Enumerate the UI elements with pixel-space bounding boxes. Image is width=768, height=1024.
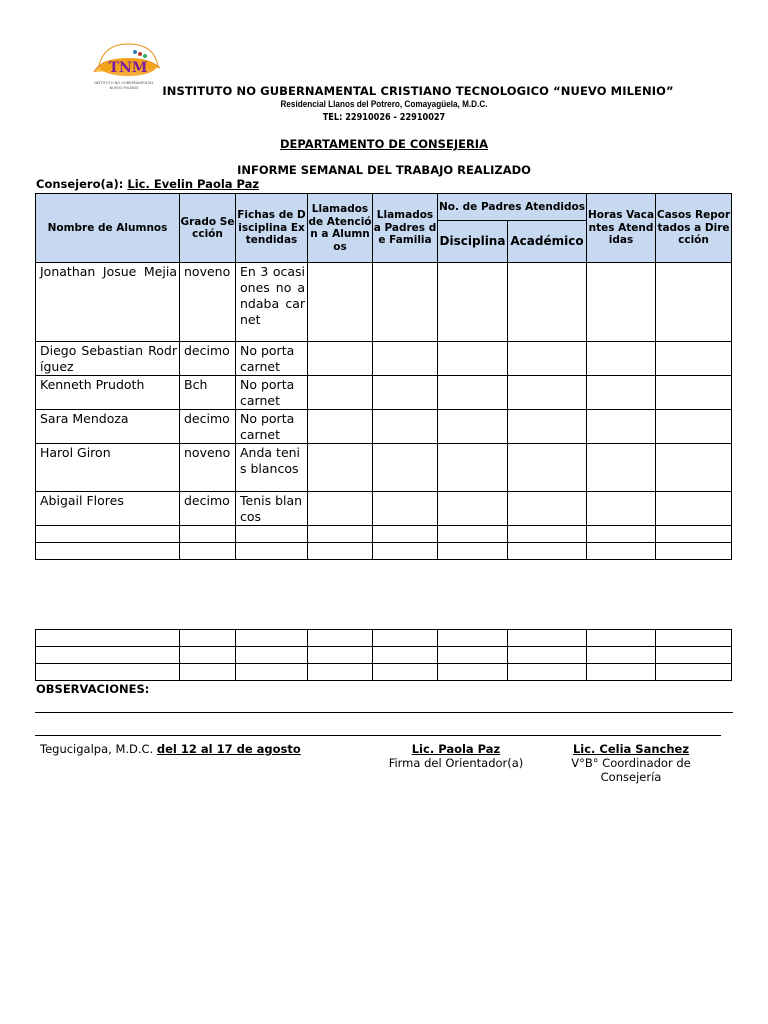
header-casos: Casos Reportados a Dirección <box>656 194 732 263</box>
header-academico: Académico <box>508 221 587 263</box>
table-row <box>36 410 732 444</box>
signer1-name: Lic. Paola Paz <box>411 742 501 756</box>
signer2-name: Lic. Celia Sanchez <box>572 742 690 756</box>
cell-grado: noveno <box>180 444 236 492</box>
counselor-name: Lic. Evelin Paola Paz <box>127 177 260 191</box>
cell-nombre: Sara Mendoza <box>36 410 180 444</box>
signature-orientador <box>378 742 534 770</box>
table-row <box>36 376 732 410</box>
institution-phone: TEL: 22910026 - 22910027 <box>322 112 446 123</box>
signer2-role-cont: Consejería <box>600 770 662 784</box>
svg-text:INSTITUTO NO GUBERNAMENTAL: INSTITUTO NO GUBERNAMENTAL <box>94 81 154 85</box>
header-horas: Horas Vacantes Atendidas <box>587 194 656 263</box>
signature-coordinador <box>560 742 702 784</box>
location-date <box>40 742 301 756</box>
table-row-empty <box>36 526 732 543</box>
table-row-empty <box>36 543 732 560</box>
table-row-empty <box>36 647 732 664</box>
header-fichas: Fichas de Disciplina Extendidas <box>236 194 308 263</box>
header-padres-atendidos: No. de Padres Atendidos <box>438 194 587 221</box>
svg-text:NUEVO MILENIO: NUEVO MILENIO <box>109 86 139 90</box>
counselor-label: Consejero(a): <box>36 177 124 191</box>
table-row-empty <box>36 630 732 647</box>
report-table <box>35 193 732 560</box>
cell-nombre: Diego Sebastian Rodríguez <box>36 342 180 376</box>
observations-label: OBSERVACIONES: <box>36 682 150 696</box>
cell-fichas: En 3 ocasiones no andaba carnet <box>236 263 308 342</box>
cell-fichas: No porta carnet <box>236 342 308 376</box>
header-nombre: Nombre de Alumnos <box>36 194 180 263</box>
table-row <box>36 492 732 526</box>
cell-grado: noveno <box>180 263 236 342</box>
cell-fichas: Anda tenis blancos <box>236 444 308 492</box>
cell-nombre: Abigail Flores <box>36 492 180 526</box>
location: Tegucigalpa, M.D.C. <box>40 742 154 756</box>
cell-nombre: Jonathan Josue Mejia <box>36 263 180 342</box>
cell-grado: decimo <box>180 410 236 444</box>
institution-name: INSTITUTO NO GUBERNAMENTAL CRISTIANO TECNOLOGICO “NUEVO MILENIO” <box>162 84 674 98</box>
cell-grado: decimo <box>180 342 236 376</box>
counselor-line <box>36 177 259 191</box>
header-llamados-padres: Llamados a Padres de Familia <box>373 194 438 263</box>
department-title: DEPARTAMENTO DE CONSEJERIA <box>280 137 488 151</box>
report-title: INFORME SEMANAL DEL TRABAJO REALIZADO <box>237 163 531 177</box>
table-row <box>36 342 732 376</box>
cell-nombre: Harol Giron <box>36 444 180 492</box>
table-row <box>36 444 732 492</box>
cell-fichas: No porta carnet <box>236 410 308 444</box>
cell-grado: Bch <box>180 376 236 410</box>
observations-line <box>35 735 721 736</box>
header-grado: Grado Sección <box>180 194 236 263</box>
table-row-empty <box>36 664 732 681</box>
signer2-role: V°B° Coordinador de <box>571 756 691 770</box>
header-llamados-atencion: Llamados de Atención a Alumnos <box>308 194 373 263</box>
cell-fichas: No porta carnet <box>236 376 308 410</box>
date-range: del 12 al 17 de agosto <box>156 742 301 756</box>
cell-fichas: Tenis blancos <box>236 492 308 526</box>
observations-line <box>35 712 733 713</box>
cell-nombre: Kenneth Prudoth <box>36 376 180 410</box>
header-disciplina: Disciplina <box>438 221 508 263</box>
logo-text: TNM <box>108 60 148 76</box>
cell-grado: decimo <box>180 492 236 526</box>
extra-table <box>35 629 732 681</box>
signer1-role: Firma del Orientador(a) <box>388 756 524 770</box>
institution-address: Residencial Llanos del Potrero, Comayagüela, M.D.C. <box>280 99 488 110</box>
table-row <box>36 263 732 342</box>
